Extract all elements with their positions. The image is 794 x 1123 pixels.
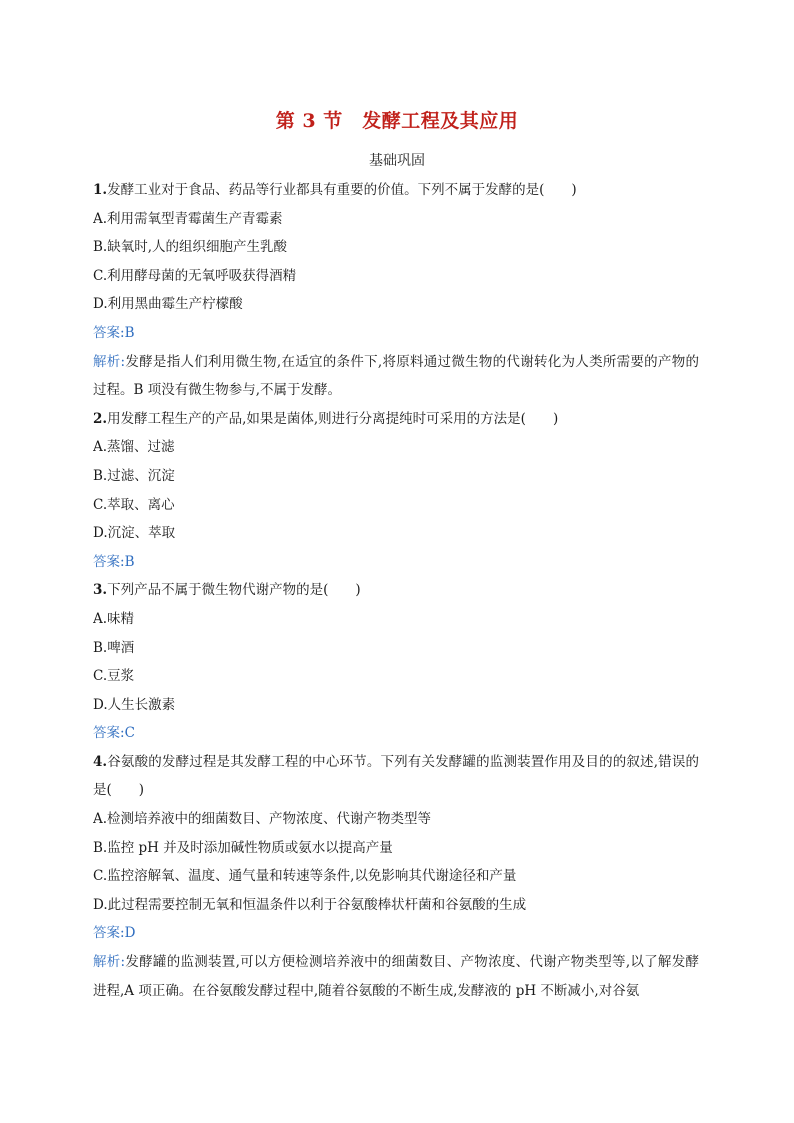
option-3b: B.啤酒 <box>93 639 135 656</box>
option-4a: A.检测培养液中的细菌数目、产物浓度、代谢产物类型等 <box>93 811 432 828</box>
section-heading: 基础巩固 <box>369 153 425 169</box>
question-number: 3. <box>93 582 108 599</box>
question-stem-2 <box>93 405 699 434</box>
explanation-text: 发酵罐的监测装置,可以方便检测培养液中的细菌数目、产物浓度、代谢产物类型等,以了解发酵进程,A 项正确。在谷氨酸发酵过程中,随着谷氨酸的不断生成,发酵液的 pH 不断减小,对谷氨 <box>93 954 699 999</box>
answer-label: 答案: <box>93 553 125 570</box>
answer-value: B <box>124 553 135 570</box>
option-1b: B.缺氧时,人的组织细胞产生乳酸 <box>93 239 288 256</box>
option-3c: C.豆浆 <box>93 668 135 685</box>
question-number: 2. <box>93 410 108 427</box>
answer-value: B <box>124 324 135 341</box>
option-2a: A.蒸馏、过滤 <box>93 439 175 456</box>
option-2b: B.过滤、沉淀 <box>93 467 175 484</box>
question-text: 发酵工业对于食品、药品等行业都具有重要的价值。下列不属于发酵的是( ) <box>107 182 577 198</box>
question-number: 1. <box>93 182 108 198</box>
page-title: 第 3 节 发酵工程及其应用 <box>275 110 519 132</box>
answer-3 <box>93 719 699 748</box>
answer-label: 答案: <box>93 725 125 742</box>
option-3d: D.人生长激素 <box>93 696 176 713</box>
question-text: 下列产品不属于微生物代谢产物的是( ) <box>107 582 361 599</box>
answer-label: 答案: <box>93 324 125 341</box>
answer-4 <box>93 919 699 948</box>
explanation-label: 解析: <box>93 353 126 370</box>
question-stem-1 <box>93 176 699 205</box>
explanation-4 <box>93 948 699 1005</box>
option-4c: C.监控溶解氧、温度、通气量和转速等条件,以免影响其代谢途径和产量 <box>93 868 517 885</box>
question-text: 谷氨酸的发酵过程是其发酵工程的中心环节。下列有关发酵罐的监测装置作用及目的的叙述,错误的是( ) <box>93 753 699 799</box>
option-2c: C.萃取、离心 <box>93 496 175 513</box>
question-list <box>93 176 699 1005</box>
option-4b: B.监控 pH 并及时添加碱性物质或氨水以提高产量 <box>93 839 393 856</box>
explanation-text: 发酵是指人们利用微生物,在适宜的条件下,将原料通过微生物的代谢转化为人类所需要的产物的过程。B 项没有微生物参与,不属于发酵。 <box>93 353 699 399</box>
option-2d: D.沉淀、萃取 <box>93 525 176 542</box>
option-3a: A.味精 <box>93 610 135 627</box>
answer-value: D <box>124 925 136 942</box>
question-stem-3 <box>93 576 699 605</box>
answer-1 <box>93 319 699 348</box>
question-number: 4. <box>93 753 108 770</box>
question-text: 用发酵工程生产的产品,如果是菌体,则进行分离提纯时可采用的方法是( ) <box>107 410 559 427</box>
option-1a: A.利用需氧型青霉菌生产青霉素 <box>93 210 283 227</box>
answer-2 <box>93 548 699 577</box>
option-1d: D.利用黑曲霉生产柠檬酸 <box>93 296 243 313</box>
answer-label: 答案: <box>93 925 125 942</box>
explanation-1 <box>93 348 699 405</box>
option-1c: C.利用酵母菌的无氧呼吸获得酒精 <box>93 267 297 284</box>
option-4d: D.此过程需要控制无氧和恒温条件以利于谷氨酸棒状杆菌和谷氨酸的生成 <box>93 896 527 913</box>
explanation-label: 解析: <box>93 954 126 971</box>
answer-value: C <box>124 725 135 742</box>
question-stem-4 <box>93 748 699 805</box>
